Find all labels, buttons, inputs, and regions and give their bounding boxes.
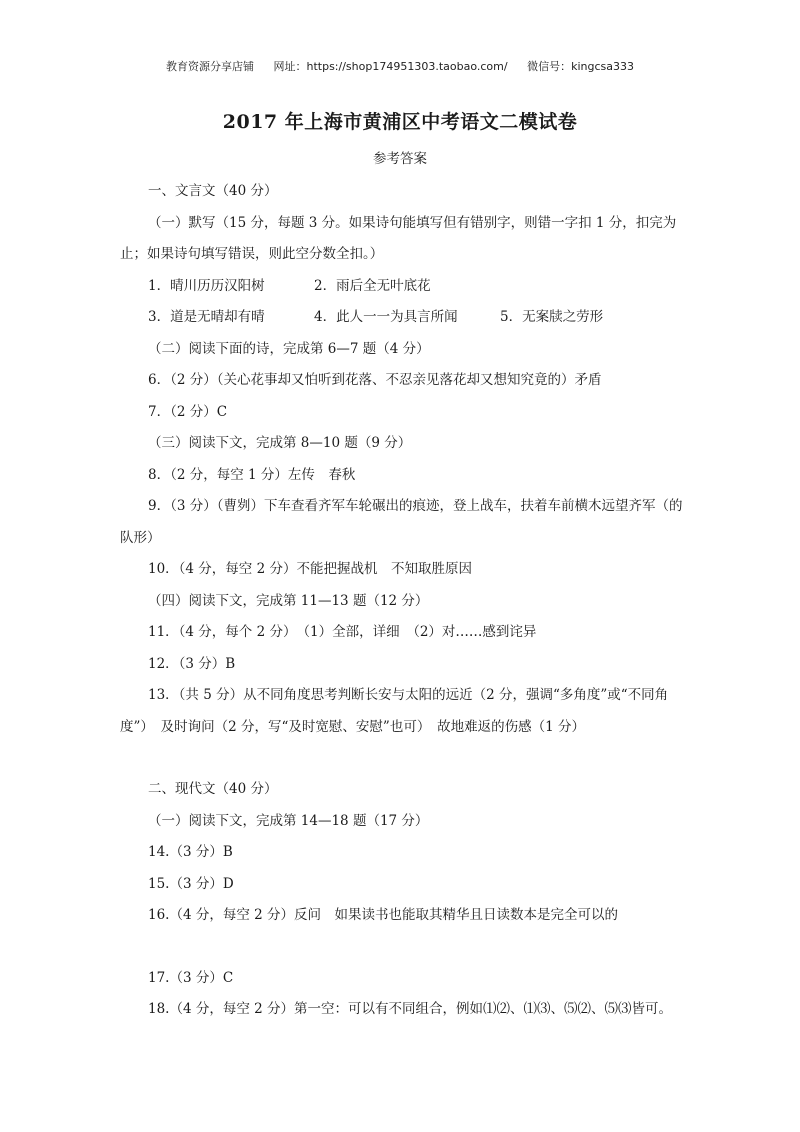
answer-line: 12．（3 分）B <box>148 655 236 672</box>
document-title: 2017 年上海市黄浦区中考语文二模试卷 <box>222 111 578 133</box>
answer-content <box>120 176 690 1026</box>
subsection-heading: （一）默写（15 分，每题 3 分。如果诗句能填写但有错别字，则错一字扣 1 分，扣完为止；如果诗句填写错误，则此空分数全扣。） <box>120 214 677 262</box>
answer-line: 13．（共 5 分）从不同角度思考判断长安与太阳的远近（2 分，强调“多角度”或“不同角度”） 及时询问（2 分，写“及时宽慰、安慰”也可） 故地难返的伤感（1 分） <box>120 687 669 735</box>
answer-item: 1．晴川历历汉阳树 <box>148 277 265 294</box>
header-wechat: 微信号：kingcsa333 <box>527 60 634 73</box>
spacer <box>120 932 690 963</box>
answer-row <box>120 302 690 334</box>
answer-line: 18.（4 分，每空 2 分）第一空：可以有不同组合，例如⑴⑵、⑴⑶、⑸⑵、⑸⑶皆可。 <box>148 1001 673 1017</box>
subsection-heading: （二）阅读下面的诗，完成第 6—7 题（4 分） <box>148 340 430 357</box>
answer-line: 7．（2 分）C <box>148 403 228 420</box>
spacer <box>120 743 690 774</box>
answer-line: 6．（2 分）（关心花事却又怕听到花落、不忍亲见落花却又想知究竟的）矛盾 <box>148 372 602 388</box>
answer-line: 16.（4 分，每空 2 分）反问 如果读书也能取其精华且日读数本是完全可以的 <box>148 907 619 923</box>
answer-line: 17.（3 分）C <box>148 969 234 986</box>
section-heading: 一、文言文（40 分） <box>148 183 278 199</box>
subsection-heading: （一）阅读下文，完成第 14—18 题（17 分） <box>148 812 429 829</box>
header-url: 网址：https://shop174951303.taobao.com/ <box>273 60 508 73</box>
answer-line: 11．（4 分，每个 2 分） （1）全部，详细 （2）对……感到诧异 <box>148 624 537 640</box>
subsection-heading: （三）阅读下文，完成第 8—10 题（9 分） <box>148 435 412 451</box>
answer-row <box>120 271 690 303</box>
answer-line: 14.（3 分）B <box>148 844 233 860</box>
section-heading: 二、现代文（40 分） <box>148 781 278 797</box>
answer-line: 8．（2 分，每空 1 分）左传 春秋 <box>148 466 356 483</box>
answer-line: 9．（3 分）（曹刿）下车查看齐军车轮碾出的痕迹，登上战车，扶着车前横木远望齐军（的队形） <box>120 498 683 546</box>
header-shop: 教育资源分享店铺 <box>166 60 254 73</box>
answer-item: 3．道是无晴却有晴 <box>148 309 265 325</box>
subsection-heading: （四）阅读下文，完成第 11—13 题（12 分） <box>148 592 429 609</box>
answer-line: 15.（3 分）D <box>148 875 234 892</box>
answer-item: 4．此人一一为具言所闻 <box>314 309 458 325</box>
document-subtitle: 参考答案 <box>373 151 427 167</box>
answer-line: 10．（4 分，每空 2 分）不能把握战机 不知取胜原因 <box>148 561 472 577</box>
answer-item: 2．雨后全无叶底花 <box>314 277 431 294</box>
page-header <box>0 58 800 74</box>
answer-item: 5．无案牍之劳形 <box>500 309 604 325</box>
